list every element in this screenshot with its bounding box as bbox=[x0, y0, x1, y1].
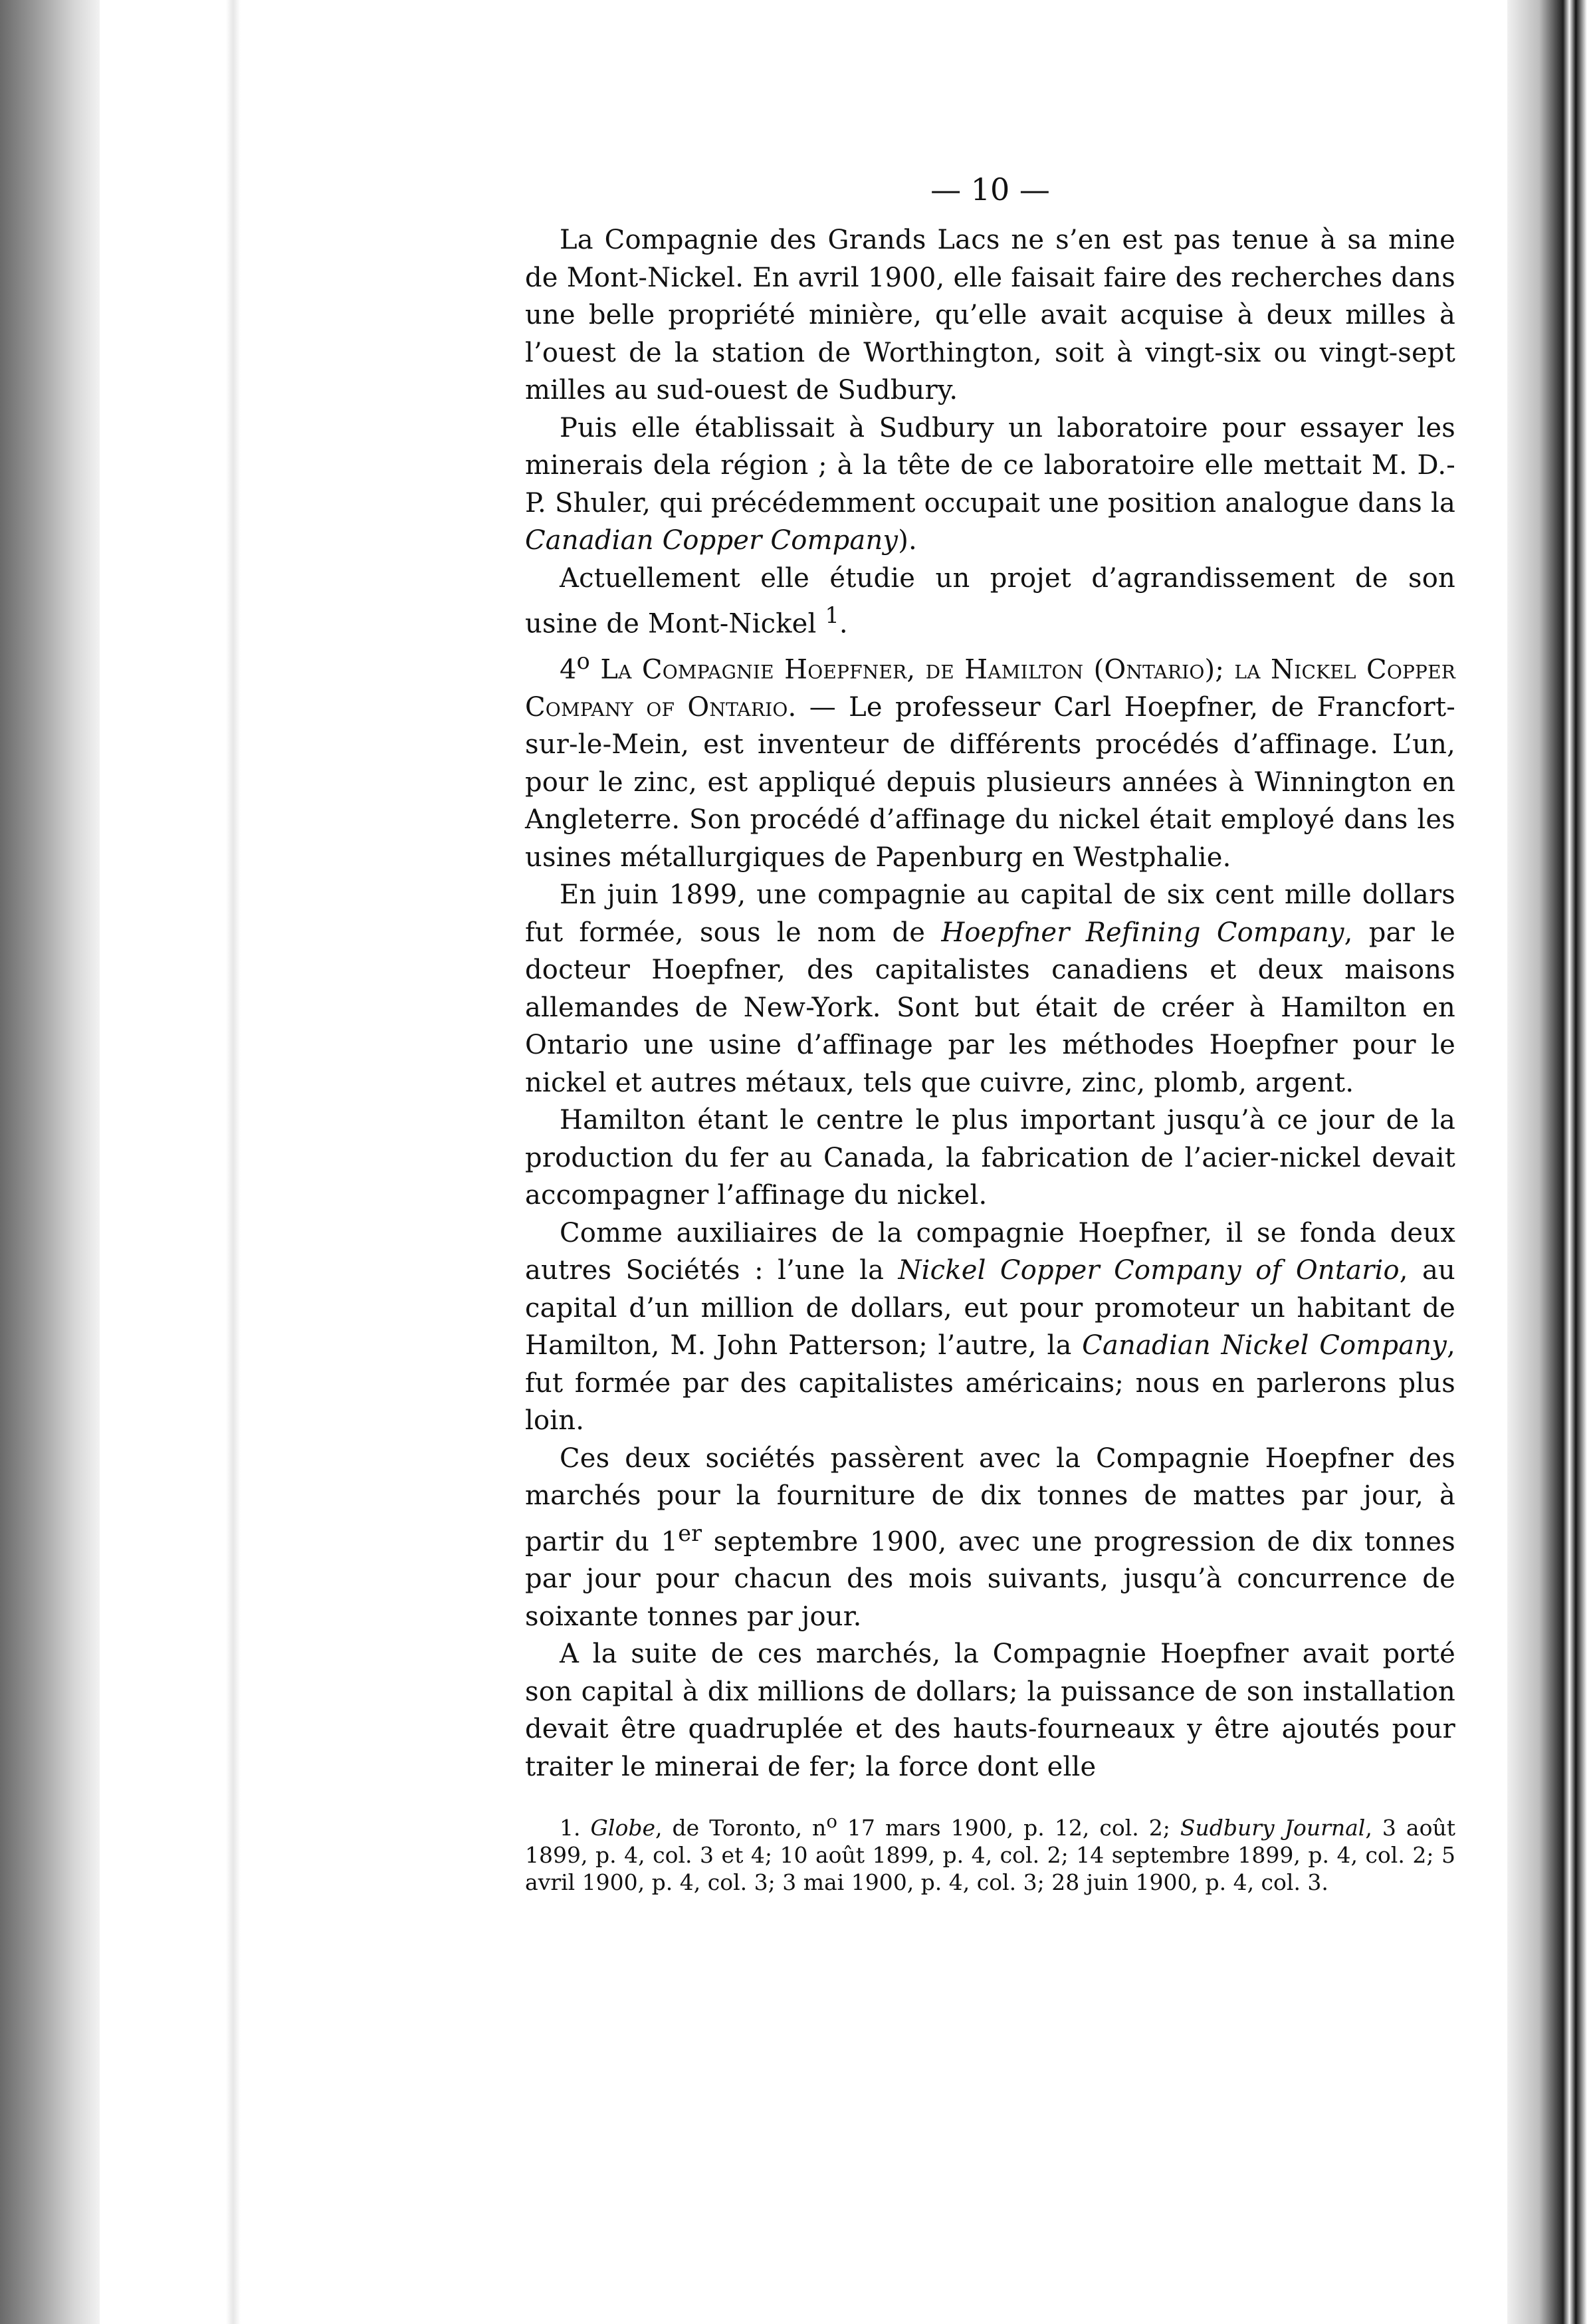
text-run: , 3 août 1899, p. 4, col. 3 et 4; 10 août 1899, p. 4, col. 2; 14 septembre 1899, p. 4, col. 2; 5 avril 1900, p. 4, col. 3; 3 mai 1900, p. 4, col. 3; 28 juin 1900, p. 4, col. 3. bbox=[525, 1815, 1455, 1896]
small-caps-heading: La Compagnie Hoepfner, de Hamilton (Ontario); la Nickel Copper Company of Ontario. bbox=[525, 654, 1455, 723]
text-run: A la suite de ces marchés, la Compagnie Hoepfner avait porté son capital à dix millions de dollars; la puissance de son installation devait être quadruplée et des hauts-fourneaux y être ajoutés pour traiter le minerai de fer; la force dont elle bbox=[525, 1639, 1455, 1782]
text-run: Actuellement elle étudie un projet d’agrandissement de son usine de Mont-Nickel bbox=[525, 562, 1455, 639]
paragraph bbox=[525, 1440, 1455, 1636]
paragraph bbox=[525, 643, 1455, 876]
paragraph bbox=[525, 221, 1455, 409]
paragraph bbox=[525, 409, 1455, 560]
text-run: Puis elle établissait à Sudbury un laboratoire pour essayer les minerais dela région ; à la tête de ce laboratoire elle mettait M. D.-P. Shuler, qui précédemment occupait une position analogue dans la bbox=[525, 412, 1455, 519]
text-run: Hamilton étant le centre le plus important jusqu’à ce jour de la production du fer au Canada, la fabrication de l’acier-nickel devait accompagner l’affinage du nickel. bbox=[525, 1105, 1455, 1211]
text-run: Ces deux sociétés passèrent avec la Compagnie Hoepfner des marchés pour la fourniture de dix tonnes de mattes par jour, à partir du 1 bbox=[525, 1443, 1455, 1557]
superscript: o bbox=[826, 1811, 837, 1833]
text-run: Comme auxiliaires de la compagnie Hoepfner, il se fonda deux autres Sociétés : l’une la bbox=[525, 1217, 1455, 1286]
page-number: — 10 — bbox=[930, 172, 1050, 207]
superscript: o bbox=[576, 647, 590, 674]
scan-page-fold bbox=[226, 0, 241, 2324]
italic-span: Sudbury Journal bbox=[1180, 1815, 1366, 1841]
text-run: 1. bbox=[560, 1815, 591, 1841]
text-run: 4 bbox=[560, 654, 577, 685]
paragraph bbox=[525, 876, 1455, 1102]
superscript: er bbox=[678, 1520, 702, 1546]
italic-span: Nickel Copper Company of Ontario bbox=[898, 1255, 1400, 1286]
paragraph bbox=[525, 1215, 1455, 1440]
text-run: . bbox=[839, 608, 848, 639]
text-run: — Le professeur Carl Hoepfner, de Francfort-sur-le-Mein, est inventeur de différents procédés d’affinage. L’un, pour le zinc, est appliqué depuis plusieurs années à Winnington en Angleterre. Son procédé d’affinage du nickel était employé dans les usines métallurgiques de Papenburg en Westphalie. bbox=[525, 691, 1455, 873]
italic-span: Canadian Copper Company bbox=[525, 525, 899, 556]
footnote-separator bbox=[525, 1786, 1455, 1808]
text-run: ). bbox=[898, 525, 917, 556]
text-run: , de Toronto, n bbox=[655, 1815, 827, 1841]
superscript: 1 bbox=[825, 602, 839, 628]
body-text bbox=[525, 221, 1455, 1786]
italic-span: Canadian Nickel Company bbox=[1082, 1330, 1447, 1361]
paragraph bbox=[525, 1102, 1455, 1215]
footnote bbox=[525, 1808, 1455, 1896]
text-run: , fut formée par des capitalistes américains; nous en parlerons plus loin. bbox=[525, 1330, 1455, 1437]
scan-right-edge-border bbox=[1507, 0, 1587, 2324]
paragraph bbox=[525, 560, 1455, 643]
text-run bbox=[590, 654, 600, 685]
italic-span: Globe bbox=[590, 1815, 655, 1841]
italic-span: Hoepfner Refining Company bbox=[941, 917, 1344, 948]
text-run: 17 mars 1900, p. 12, col. 2; bbox=[837, 1815, 1180, 1841]
text-run: La Compagnie des Grands Lacs ne s’en est pas tenue à sa mine de Mont-Nickel. En avril 1900, elle faisait faire des recherches dans une belle propriété minière, qu’elle avait acquise à deux milles à l’ouest de la station de Worthington, soit à vingt-six ou vingt-sept milles au sud-ouest de Sudbury. bbox=[525, 225, 1455, 406]
text-run: En juin 1899, une compagnie au capital de six cent mille dollars fut formée, sous le nom de bbox=[525, 879, 1455, 948]
text-run: , par le docteur Hoepfner, des capitalistes canadiens et deux maisons allemandes de New-York. Sont but était de créer à Hamilton en Ontario une usine d’affinage par les méthodes Hoepfner pour le nickel et autres métaux, tels que cuivre, zinc, plomb, argent. bbox=[525, 917, 1455, 1098]
document-page bbox=[525, 170, 1455, 1896]
text-run: , au capital d’un million de dollars, eut pour promoteur un habitant de Hamilton, M. John Patterson; l’autre, la bbox=[525, 1255, 1455, 1361]
paragraph bbox=[525, 1635, 1455, 1786]
scan-left-edge-shadow bbox=[0, 0, 100, 2324]
text-run: septembre 1900, avec une progression de dix tonnes par jour pour chacun des mois suivants, jusqu’à concurrence de soixante tonnes par jour. bbox=[525, 1526, 1455, 1632]
